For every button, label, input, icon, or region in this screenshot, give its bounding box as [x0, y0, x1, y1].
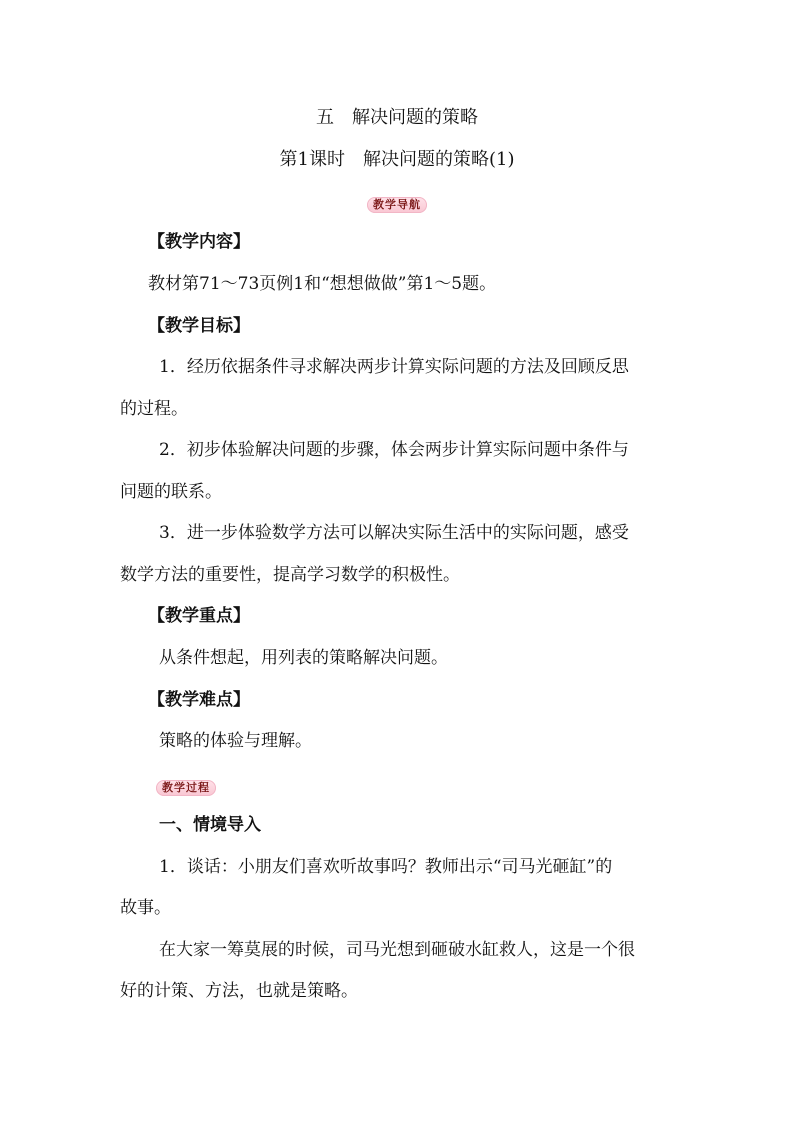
section-heading-content: 【教学内容】 [148, 232, 250, 252]
goal-1-line-1: 1．经历依据条件寻求解决两步计算实际问题的方法及回顾反思 [159, 357, 629, 377]
goal-1-line-2: 的过程。 [120, 399, 188, 419]
intro-para-1-line-1: 1．谈话：小朋友们喜欢听故事吗？教师出示“司马光砸缸”的 [159, 857, 613, 877]
unit-title: 五 解决问题的策略 [316, 107, 478, 128]
teaching-guide-badge-row [0, 193, 794, 213]
teaching-guide-badge: 教学导航 [367, 197, 427, 213]
teaching-process-badge-row [156, 776, 216, 796]
content-text: 教材第71～73页例1和“想想做做”第1～5题。 [148, 274, 497, 294]
difficulties-text: 策略的体验与理解。 [159, 731, 312, 751]
section-heading-goals: 【教学目标】 [148, 316, 250, 336]
goal-2-line-1: 2．初步体验解决问题的步骤，体会两步计算实际问题中条件与 [159, 440, 629, 460]
goal-3-line-2: 数学方法的重要性，提高学习数学的积极性。 [120, 565, 460, 585]
goal-2-line-2: 问题的联系。 [120, 482, 222, 502]
teaching-process-badge: 教学过程 [156, 780, 216, 796]
section-heading-key-points: 【教学重点】 [148, 606, 250, 626]
key-points-text: 从条件想起，用列表的策略解决问题。 [159, 648, 448, 668]
section-heading-intro: 一、情境导入 [159, 815, 261, 835]
intro-para-2-line-1: 在大家一筹莫展的时候，司马光想到砸破水缸救人，这是一个很 [159, 940, 635, 960]
goal-3-line-1: 3．进一步体验数学方法可以解决实际生活中的实际问题，感受 [159, 523, 629, 543]
lesson-title: 第1课时 解决问题的策略(1) [279, 149, 515, 170]
intro-para-2-line-2: 好的计策、方法，也就是策略。 [120, 981, 358, 1001]
intro-para-1-line-2: 故事。 [120, 898, 171, 918]
section-heading-difficulties: 【教学难点】 [148, 690, 250, 710]
